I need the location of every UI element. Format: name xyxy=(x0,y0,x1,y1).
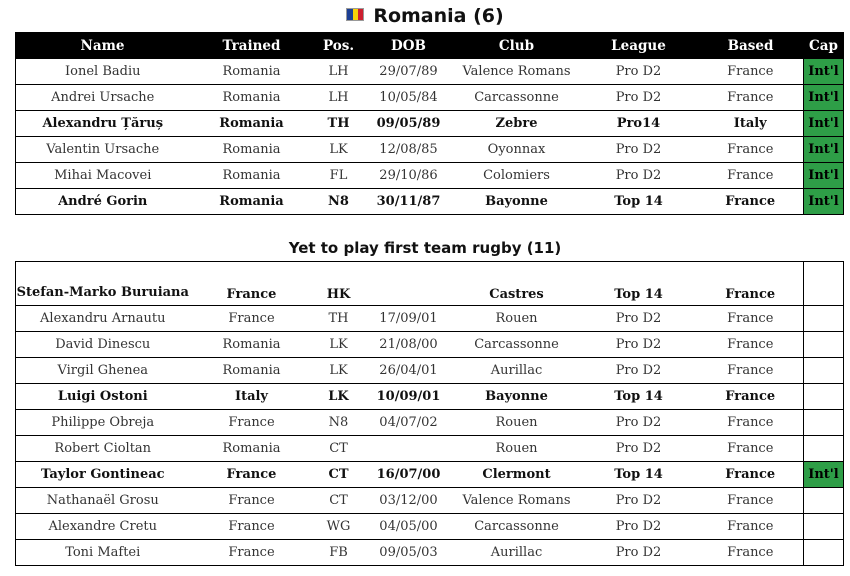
cell-cap: Int'l xyxy=(804,189,844,215)
cell-club: Bayonne xyxy=(454,384,580,410)
table-row xyxy=(16,262,844,306)
cell-pos: CT xyxy=(314,488,364,514)
table-row xyxy=(16,410,844,436)
cell-pos: TH xyxy=(314,306,364,332)
cell-name: David Dinescu xyxy=(16,332,190,358)
cell-cap xyxy=(804,358,844,384)
cell-club: Rouen xyxy=(454,306,580,332)
cell-trained: Italy xyxy=(190,384,314,410)
cell-pos: LH xyxy=(314,85,364,111)
cell-dob: 12/08/85 xyxy=(364,137,454,163)
cell-cap: Int'l xyxy=(804,59,844,85)
cell-pos: CT xyxy=(314,436,364,462)
table-row xyxy=(16,111,844,137)
cell-based: France xyxy=(698,488,804,514)
cell-club: Valence Romans xyxy=(454,59,580,85)
cell-club: Carcassonne xyxy=(454,514,580,540)
cell-trained: Romania xyxy=(190,189,314,215)
header-pos: Pos. xyxy=(314,33,364,59)
cell-cap: Int'l xyxy=(804,111,844,137)
cell-cap xyxy=(804,262,844,306)
table-row xyxy=(16,540,844,566)
cell-trained: France xyxy=(190,462,314,488)
cell-trained: Romania xyxy=(190,137,314,163)
table-row xyxy=(16,514,844,540)
cell-league: Pro D2 xyxy=(580,163,698,189)
cell-based: Italy xyxy=(698,111,804,137)
cell-name: Taylor Gontineac xyxy=(16,462,190,488)
cell-dob: 21/08/00 xyxy=(364,332,454,358)
cell-based: France xyxy=(698,59,804,85)
cell-trained: France xyxy=(190,306,314,332)
cell-based: France xyxy=(698,332,804,358)
table-row xyxy=(16,332,844,358)
cell-cap xyxy=(804,332,844,358)
cell-club: Oyonnax xyxy=(454,137,580,163)
cell-league: Pro D2 xyxy=(580,59,698,85)
uncapped-table xyxy=(15,261,844,566)
cell-dob: 03/12/00 xyxy=(364,488,454,514)
cell-pos: TH xyxy=(314,111,364,137)
cell-trained: Romania xyxy=(190,111,314,137)
page-title-text: Romania (6) xyxy=(373,5,504,27)
cell-cap xyxy=(804,540,844,566)
section-title: Yet to play first team rugby (11) xyxy=(288,239,562,257)
cell-name: Andrei Ursache xyxy=(16,85,190,111)
cell-league: Pro D2 xyxy=(580,436,698,462)
cell-pos: LK xyxy=(314,137,364,163)
cell-based: France xyxy=(698,462,804,488)
cell-league: Pro D2 xyxy=(580,137,698,163)
cell-name: Robert Cioltan xyxy=(16,436,190,462)
cell-pos: N8 xyxy=(314,410,364,436)
cell-dob: 04/05/00 xyxy=(364,514,454,540)
table-row xyxy=(16,462,844,488)
table-row xyxy=(16,488,844,514)
cell-cap: Int'l xyxy=(804,85,844,111)
table-row xyxy=(16,163,844,189)
cell-trained: France xyxy=(190,488,314,514)
cell-based: France xyxy=(698,137,804,163)
cell-pos: HK xyxy=(314,262,364,306)
cell-dob: 29/10/86 xyxy=(364,163,454,189)
cell-based: France xyxy=(698,163,804,189)
table-row xyxy=(16,436,844,462)
cell-dob: 09/05/03 xyxy=(364,540,454,566)
cell-cap xyxy=(804,514,844,540)
cell-name: Philippe Obreja xyxy=(16,410,190,436)
table-row xyxy=(16,384,844,410)
cell-club: Castres xyxy=(454,262,580,306)
cell-club: Valence Romans xyxy=(454,488,580,514)
cell-based: France xyxy=(698,514,804,540)
cell-league: Top 14 xyxy=(580,462,698,488)
cell-pos: LK xyxy=(314,332,364,358)
header-based: Based xyxy=(698,33,804,59)
cell-league: Pro D2 xyxy=(580,514,698,540)
cell-cap: Int'l xyxy=(804,462,844,488)
cell-based: France xyxy=(698,436,804,462)
cell-cap xyxy=(804,306,844,332)
cell-dob: 10/05/84 xyxy=(364,85,454,111)
cell-based: France xyxy=(698,358,804,384)
cell-league: Top 14 xyxy=(580,262,698,306)
cell-dob: 17/09/01 xyxy=(364,306,454,332)
cell-pos: LK xyxy=(314,358,364,384)
cell-trained: France xyxy=(190,410,314,436)
cell-name: Luigi Ostoni xyxy=(16,384,190,410)
cell-cap: Int'l xyxy=(804,163,844,189)
cell-club: Rouen xyxy=(454,410,580,436)
table-row xyxy=(16,306,844,332)
cell-trained: Romania xyxy=(190,59,314,85)
cell-trained: Romania xyxy=(190,358,314,384)
cell-pos: FL xyxy=(314,163,364,189)
cell-based: France xyxy=(698,384,804,410)
cell-dob: 29/07/89 xyxy=(364,59,454,85)
squad-table xyxy=(15,32,844,215)
cell-based: France xyxy=(698,189,804,215)
table-row xyxy=(16,189,844,215)
cell-pos: LH xyxy=(314,59,364,85)
cell-trained: Romania xyxy=(190,436,314,462)
cell-league: Pro D2 xyxy=(580,85,698,111)
cell-dob: 30/11/87 xyxy=(364,189,454,215)
header-name: Name xyxy=(16,33,190,59)
cell-trained: France xyxy=(190,540,314,566)
table-row xyxy=(16,137,844,163)
cell-league: Pro D2 xyxy=(580,540,698,566)
cell-league: Top 14 xyxy=(580,384,698,410)
cell-league: Pro D2 xyxy=(580,306,698,332)
cell-trained: Romania xyxy=(190,163,314,189)
table-header-row xyxy=(16,33,844,59)
cell-dob: 16/07/00 xyxy=(364,462,454,488)
cell-league: Top 14 xyxy=(580,189,698,215)
cell-dob xyxy=(364,436,454,462)
cell-club: Clermont xyxy=(454,462,580,488)
cell-name: Ionel Badiu xyxy=(16,59,190,85)
cell-dob: 04/07/02 xyxy=(364,410,454,436)
cell-club: Bayonne xyxy=(454,189,580,215)
cell-based: France xyxy=(698,85,804,111)
cell-league: Pro14 xyxy=(580,111,698,137)
cell-cap xyxy=(804,488,844,514)
cell-based: France xyxy=(698,306,804,332)
cell-pos: LK xyxy=(314,384,364,410)
cell-dob: 09/05/89 xyxy=(364,111,454,137)
cell-cap xyxy=(804,436,844,462)
cell-dob: 10/09/01 xyxy=(364,384,454,410)
cell-club: Zebre xyxy=(454,111,580,137)
cell-club: Aurillac xyxy=(454,358,580,384)
cell-dob xyxy=(364,262,454,306)
cell-league: Pro D2 xyxy=(580,410,698,436)
cell-pos: CT xyxy=(314,462,364,488)
cell-name: Stefan-Marko Buruiana xyxy=(16,262,190,306)
cell-name: André Gorin xyxy=(16,189,190,215)
cell-trained: France xyxy=(190,514,314,540)
table-row xyxy=(16,59,844,85)
cell-cap xyxy=(804,384,844,410)
header-dob: DOB xyxy=(364,33,454,59)
cell-based: France xyxy=(698,410,804,436)
cell-cap xyxy=(804,410,844,436)
cell-trained: Romania xyxy=(190,332,314,358)
page-title xyxy=(0,3,850,29)
cell-based: France xyxy=(698,262,804,306)
cell-pos: FB xyxy=(314,540,364,566)
cell-club: Carcassonne xyxy=(454,85,580,111)
cell-name: Alexandru Țăruș xyxy=(16,111,190,137)
cell-trained: France xyxy=(190,262,314,306)
cell-league: Pro D2 xyxy=(580,332,698,358)
cell-based: France xyxy=(698,540,804,566)
cell-league: Pro D2 xyxy=(580,358,698,384)
cell-name: Virgil Ghenea xyxy=(16,358,190,384)
cell-dob: 26/04/01 xyxy=(364,358,454,384)
cell-name: Mihai Macovei xyxy=(16,163,190,189)
cell-league: Pro D2 xyxy=(580,488,698,514)
cell-name: Toni Maftei xyxy=(16,540,190,566)
cell-club: Aurillac xyxy=(454,540,580,566)
cell-name: Alexandre Cretu xyxy=(16,514,190,540)
cell-club: Colomiers xyxy=(454,163,580,189)
cell-club: Carcassonne xyxy=(454,332,580,358)
header-league: League xyxy=(580,33,698,59)
cell-trained: Romania xyxy=(190,85,314,111)
table-row xyxy=(16,85,844,111)
cell-name: Nathanaël Grosu xyxy=(16,488,190,514)
cell-name: Valentin Ursache xyxy=(16,137,190,163)
romania-flag-icon xyxy=(346,8,364,21)
header-cap: Cap xyxy=(804,33,844,59)
cell-cap: Int'l xyxy=(804,137,844,163)
cell-name: Alexandru Arnautu xyxy=(16,306,190,332)
cell-pos: WG xyxy=(314,514,364,540)
header-trained: Trained xyxy=(190,33,314,59)
cell-club: Rouen xyxy=(454,436,580,462)
header-club: Club xyxy=(454,33,580,59)
table-row xyxy=(16,358,844,384)
cell-pos: N8 xyxy=(314,189,364,215)
